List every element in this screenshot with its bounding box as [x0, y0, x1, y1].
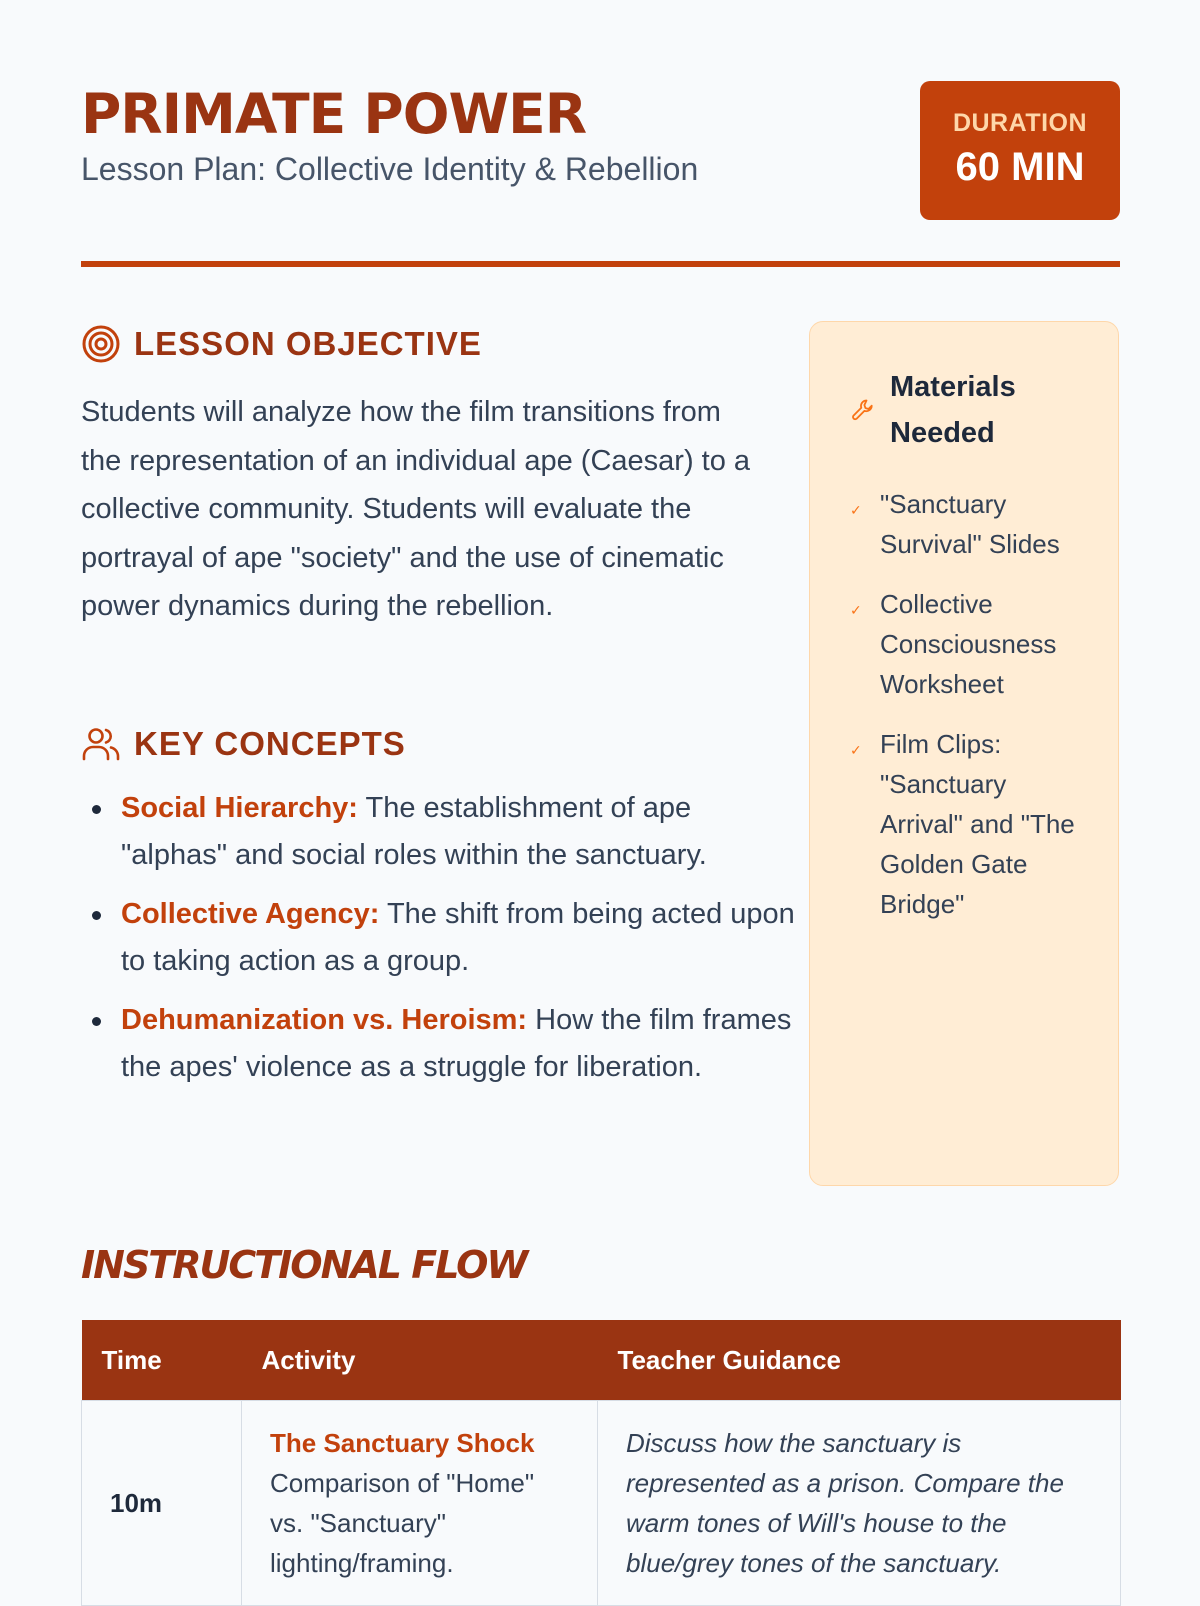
table-row [82, 1401, 1121, 1606]
column-header-activity: Activity [242, 1320, 598, 1401]
concept-term: Social Hierarchy: [121, 792, 358, 824]
row-guidance: Discuss how the sanctuary is represented as a prison. Compare the warm tones of Will's house to the blue/grey tones of the sanctuary. [598, 1401, 1121, 1606]
materials-item-label: Collective Consciousness Worksheet [880, 589, 1057, 699]
concepts-heading-label: KEY CONCEPTS [134, 725, 406, 762]
activity-text: Comparison of "Home" vs. "Sanctuary" lighting/framing. [270, 1468, 535, 1578]
materials-title: Materials Needed [890, 371, 1016, 449]
row-activity [242, 1401, 598, 1606]
concepts-list [81, 785, 801, 1103]
target-icon [81, 324, 121, 364]
column-header-guidance: Teacher Guidance [598, 1320, 1121, 1401]
duration-value: 60 MIN [955, 145, 1085, 189]
materials-item-label: "Sanctuary Survival" Slides [880, 489, 1060, 559]
concept-description: The establishment of ape "alphas" and social roles within the sanctuary. [121, 792, 707, 871]
duration-label: DURATION [952, 109, 1088, 137]
objective-heading [81, 322, 482, 366]
flow-table [81, 1320, 1121, 1606]
concept-term: Collective Agency: [121, 898, 380, 930]
concept-term: Dehumanization vs. Heroism: [121, 1004, 528, 1036]
concept-item [121, 785, 801, 878]
column-header-time: Time [82, 1320, 242, 1401]
duration-badge [920, 81, 1120, 220]
concept-description: The shift from being acted upon to taking action as a group. [121, 898, 795, 977]
concept-item [121, 891, 801, 984]
header-divider [81, 261, 1120, 267]
materials-heading [850, 364, 1080, 456]
materials-item [850, 584, 1090, 704]
materials-item-label: Film Clips: "Sanctuary Arrival" and "The Golden Gate Bridge" [880, 729, 1075, 919]
concept-description: How the film frames the apes' violence as a struggle for liberation. [121, 1004, 792, 1083]
concepts-heading [81, 722, 406, 766]
users-icon [81, 724, 121, 764]
flow-heading: INSTRUCTIONAL FLOW [81, 1243, 527, 1287]
objective-text: Students will analyze how the film transitions from the representation of an individual ape (Caesar) to a collective community. Students will evaluate the portrayal of ape "society" and the use of cinematic power dynamics during the rebellion. [81, 396, 751, 622]
page-subtitle: Lesson Plan: Collective Identity & Rebellion [81, 151, 699, 187]
concept-item [121, 997, 801, 1090]
check-icon: ✓ [850, 602, 862, 618]
materials-item [850, 724, 1090, 924]
page-title: PRIMATE POWER [81, 82, 587, 146]
materials-item [850, 484, 1090, 564]
flow-table-header-row [82, 1320, 1121, 1401]
materials-panel [809, 321, 1119, 1186]
objective-heading-label: LESSON OBJECTIVE [134, 325, 482, 362]
materials-list [850, 484, 1090, 944]
wrench-icon [850, 397, 876, 423]
check-icon: ✓ [850, 502, 862, 518]
row-time: 10m [82, 1401, 242, 1606]
header [81, 81, 1120, 221]
activity-title: The Sanctuary Shock [270, 1428, 535, 1458]
check-icon: ✓ [850, 742, 862, 758]
